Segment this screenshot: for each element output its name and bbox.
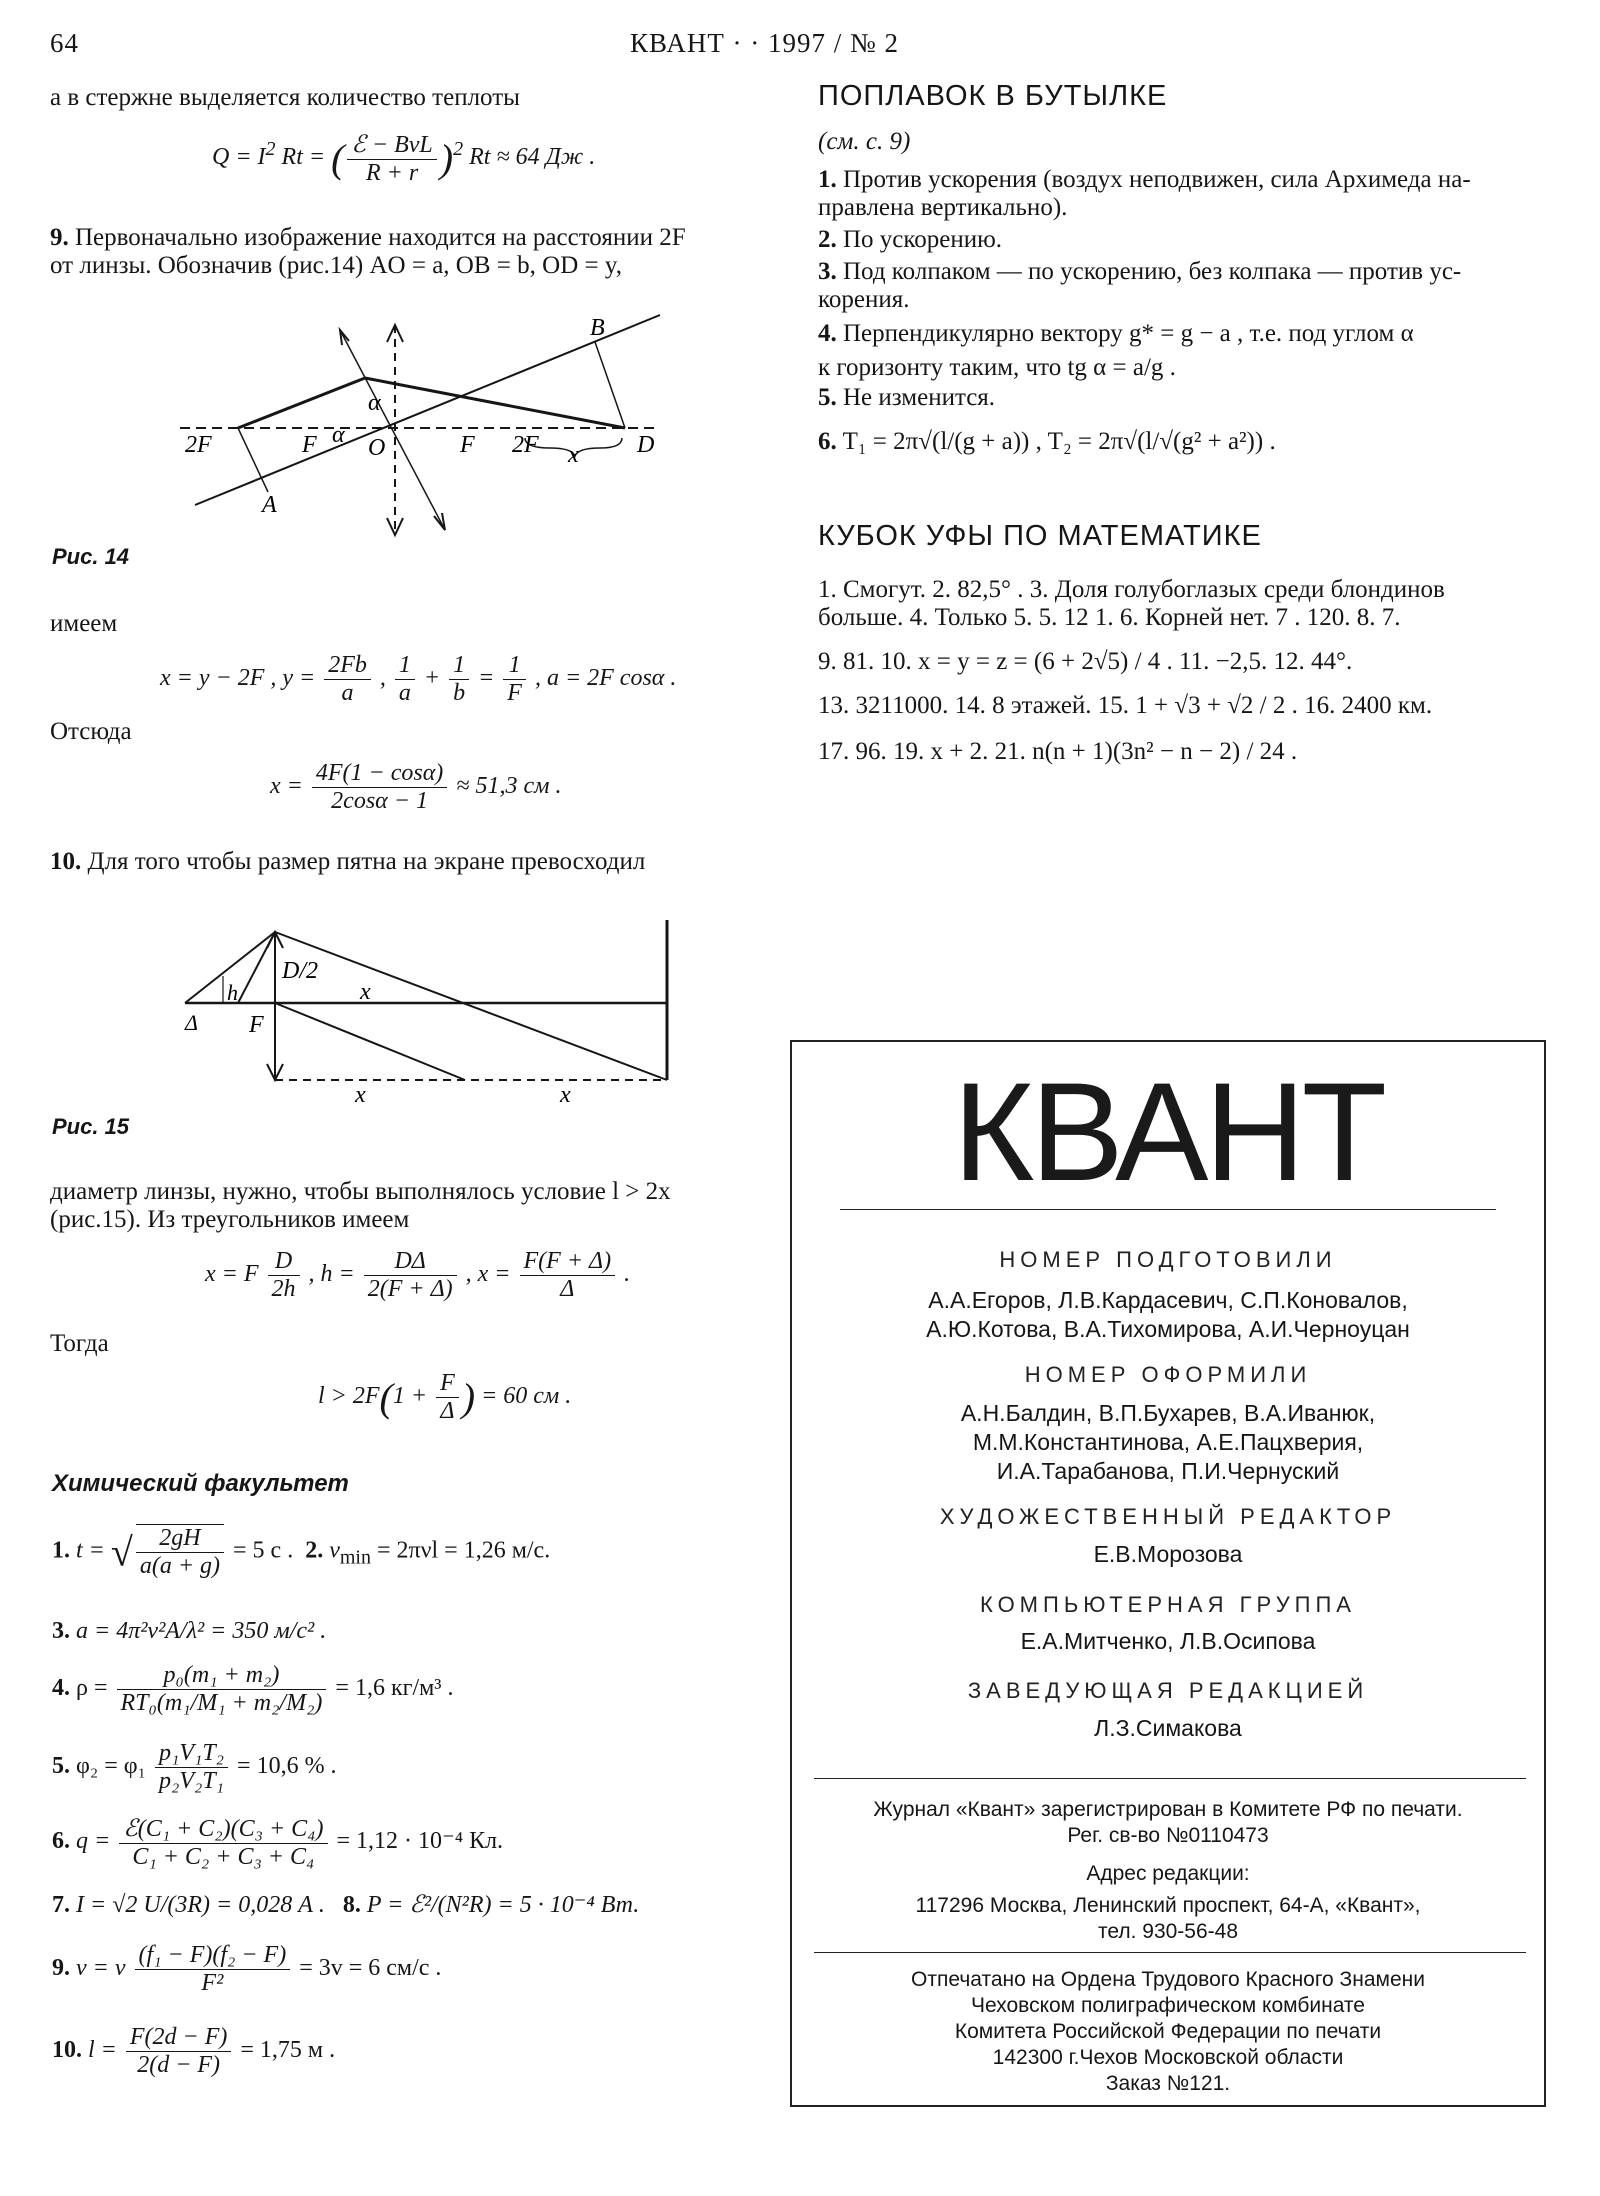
fig15-label-d2: D/2 <box>282 958 318 984</box>
order-number: Заказ №121. <box>1105 2072 1231 2095</box>
problem-10-cont1: диаметр линзы, нужно, чтобы выполнялось условие l > 2x <box>50 1178 671 1205</box>
fig14-label-a: A <box>262 492 277 518</box>
head-editor-name: Л.З.Симакова <box>1094 1715 1242 1741</box>
printer-line-4: 142300 г.Чехов Московской области <box>992 2046 1344 2069</box>
float-ref: (см. с. 9) <box>818 128 911 155</box>
chem-section-title: Химический факультет <box>52 1470 349 1497</box>
float-answer-text: T₁ = 2π√(l/(g + a)) , T₂ = 2π√(l/√(g² + a²)) . <box>842 428 1276 455</box>
page-number: 64 <box>50 28 79 58</box>
fig14-label-2f-left: 2F <box>185 432 212 458</box>
prepared-names-1: А.А.Егоров, Л.В.Кардасевич, С.П.Коновалов, <box>928 1287 1408 1313</box>
chem-answer-6: 6. q = $\frac{\text{ℰ(C₁ + C₂)(C₃ + C₄)}}{\text{C₁ + C₂ + C₃ + C₄}}$ = 1,12 · 10⁻⁴ Кл. <box>52 1816 504 1870</box>
fig15-label-x1: x <box>355 1082 366 1108</box>
ray-1 <box>238 378 365 428</box>
float-answer-item <box>818 428 1276 456</box>
float-answer-text: Под колпаком — по ускорению, без колпака — против ус- <box>843 258 1462 285</box>
designed-names-2: М.М.Константинова, А.Е.Пацхверия, <box>972 1429 1364 1455</box>
fig14-label-x: x <box>568 442 579 468</box>
chem-answer-5: 5. φ₂ = φ₁ $\frac{\text{p₁V₁T₂}}{\text{p₂V₂T₁}}$ = 10,6 % . <box>52 1740 337 1794</box>
problem-10: 10. Для того чтобы размер пятна на экране превосходил <box>50 848 646 875</box>
float-answer-text: корения. <box>818 286 910 313</box>
fig15-label-x-top: x <box>360 979 371 1005</box>
printer-line-2: Чеховском полиграфическом комбинате <box>971 1994 1365 2017</box>
float-answer-item <box>818 354 1176 382</box>
prepared-caption: НОМЕР ПОДГОТОВИЛИ <box>999 1247 1337 1272</box>
equation-x1: x = y − 2F , y = $\frac{2Fb}{a}$ , $\frac{1}{a}$ + $\frac{1}{b}$ = $\frac{1}{F}$ , a = 2F cosα . <box>160 652 677 706</box>
otsyuda-text: Отсюда <box>50 718 132 745</box>
float-answer-item <box>818 194 1067 222</box>
float-answer-item <box>818 258 1461 286</box>
float-answer-item <box>818 384 995 412</box>
figure-14-caption: Рис. 14 <box>52 544 130 569</box>
togda-text: Тогда <box>50 1330 109 1357</box>
fig14-label-o: O <box>368 435 386 461</box>
printer-line-1: Отпечатано на Ордена Трудового Красного Знамени <box>911 1968 1425 1991</box>
cup-answer-line: 17. 96. 19. x + 2. 21. n(n + 1)(3n² − n − 2) / 24 . <box>818 738 1298 765</box>
chem-answer-7-8: 7. I = √2 U/(3R) = 0,028 А . 8. P = ℰ²/(N²R) = 5 · 10⁻⁴ Вт. <box>52 1892 640 1918</box>
chem-answer-4: 4. ρ = $\frac{\text{p₀(m₁ + m₂)}}{\text{RT₀(m₁/M₁ + m₂/M₂)}}$ = 1,6 кг/м³ . <box>52 1662 454 1716</box>
chem-answer-9: 9. v = v $\frac{\text{(f₁ − F)(f₂ − F)}}{\text{F²}}$ = 3v = 6 см/с . <box>52 1942 442 1996</box>
float-answer-text: Не изменится. <box>843 384 996 411</box>
fig14-label-alpha-top: α <box>368 390 381 416</box>
fig15-label-h: h <box>227 980 238 1005</box>
float-answer-number: 4. <box>818 320 837 347</box>
problem-9-line1: 9. Первоначально изображение находится на расстоянии 2F <box>50 224 686 251</box>
registration-line-1: Журнал «Квант» зарегистрирован в Комитете РФ по печати. <box>873 1798 1463 1821</box>
float-answer-number: 2. <box>818 226 837 253</box>
designed-caption: НОМЕР ОФОРМИЛИ <box>1024 1362 1312 1387</box>
float-answer-text: правлена вертикально). <box>818 194 1068 221</box>
imprint-box <box>790 1040 1546 2107</box>
prepared-names-2: А.Ю.Котова, В.А.Тихомирова, А.И.Черноуцан <box>926 1316 1410 1342</box>
float-answer-number: 6. <box>818 428 837 455</box>
problem-9-line2: от линзы. Обозначив (рис.14) AO = a, OB = b, OD = y, <box>50 252 622 279</box>
art-editor-name: Е.В.Морозова <box>1093 1541 1243 1567</box>
designed-names-3: И.А.Тарабанова, П.И.Чернуский <box>996 1458 1340 1484</box>
figure-14 <box>150 300 680 550</box>
figure-15-caption: Рис. 15 <box>52 1114 130 1139</box>
cup-answer-line: 13. 3211000. 14. 8 этажей. 15. 1 + √3 + √2 / 2 . 16. 2400 км. <box>818 692 1433 719</box>
float-answer-number: 1. <box>818 166 837 193</box>
computer-group-names: Е.А.Митченко, Л.В.Осипова <box>1020 1628 1316 1654</box>
float-answer-number: 5. <box>818 384 837 411</box>
fig14-label-f-left: F <box>302 432 317 458</box>
mirror-line <box>195 315 660 505</box>
float-answer-text: Против ускорения (воздух неподвижен, сила Архимеда на- <box>843 166 1471 193</box>
figure-15 <box>175 920 685 1110</box>
equation-x2: x = $\frac{4F(1 - \cos\alpha)}{2\cos\alpha - 1}$ ≈ 51,3 см . <box>270 760 562 814</box>
art-editor-caption: ХУДОЖЕСТВЕННЫЙ РЕДАКТОР <box>939 1504 1397 1529</box>
chem-answer-3: 3. a = 4π²ν²A/λ² = 350 м/с² . <box>52 1618 327 1644</box>
float-answer-text: к горизонту таким, что tg α = a/g . <box>818 354 1176 381</box>
cup-answer-line: 1. Смогут. 2. 82,5° . 3. Доля голубоглазых среди блондинов <box>818 576 1445 603</box>
address-caption: Адрес редакции: <box>1086 1862 1250 1885</box>
chem-answer-10: 10. l = $\frac{F(2d - F)}{2(d - F)}$ = 1,75 м . <box>52 2024 336 2078</box>
magazine-logo: КВАНТ <box>952 1053 1384 1210</box>
imeem-text: имеем <box>50 610 118 637</box>
cup-answer-line: 9. 81. 10. x = y = z = (6 + 2√5) / 4 . 11. −2,5. 12. 44°. <box>818 648 1353 675</box>
fig14-label-d: D <box>637 432 655 458</box>
designed-names-1: А.Н.Балдин, В.П.Бухарев, В.А.Иванюк, <box>960 1400 1376 1426</box>
intro-text: а в стержне выделяется количество теплоты <box>50 84 520 111</box>
float-answer-item <box>818 166 1471 194</box>
cup-section-title: КУБОК УФЫ ПО МАТЕМАТИКЕ <box>818 520 1262 552</box>
chem-answer-1-2: 1. t = √ $\frac{2gH}{a(a + g)}$ = 5 с . 2. $v_{min} = 2\pi\nu l = 1,26$ м/с. <box>52 1525 551 1579</box>
float-section-title: ПОПЛАВОК В БУТЫЛКЕ <box>818 80 1168 112</box>
fig14-label-f-right: F <box>460 432 475 458</box>
fig15-label-x2: x <box>560 1082 571 1108</box>
float-answer-item <box>818 286 909 314</box>
running-title: КВАНТ · · 1997 / № 2 <box>630 28 900 58</box>
fig15-label-delta: Δ <box>185 1010 198 1035</box>
cup-answer-line: больше. 4. Только 5. 5. 12 1. 6. Корней нет. 7 . 120. 8. 7. <box>818 604 1401 631</box>
float-answer-text: По ускорению. <box>843 226 1003 253</box>
float-answer-text: Перпендикулярно вектору g* = g − a , т.е. под углом α <box>843 320 1414 347</box>
equation-x3: x = F $\frac{D}{2h}$ , h = $\frac{D\Delta}{2(F + \Delta)}$ , x = $\frac{F(F + \Delta)}{\Delta}$ . <box>205 1248 631 1302</box>
problem-10-cont2: (рис.15). Из треугольников имеем <box>50 1206 410 1233</box>
equation-q: $Q = I^2$ Rt = ( $\frac{\text{ℰ − BvL}}{R + r}$ )$^2$ Rt ≈ 64 Дж . <box>212 132 596 186</box>
fig14-label-b: B <box>590 315 605 341</box>
fig14-label-alpha-left: α <box>332 422 345 448</box>
float-answer-item <box>818 226 1002 254</box>
address-line-1: 117296 Москва, Ленинский проспект, 64-А, «Квант», <box>915 1894 1421 1917</box>
fig14-label-2f-right: 2F <box>512 432 539 458</box>
float-answer-item <box>818 320 1414 348</box>
float-answer-number: 3. <box>818 258 837 285</box>
computer-group-caption: КОМПЬЮТЕРНАЯ ГРУППА <box>980 1592 1356 1617</box>
head-editor-caption: ЗАВЕДУЮЩАЯ РЕДАКЦИЕЙ <box>967 1678 1369 1703</box>
registration-line-2: Рег. св-во №0110473 <box>1067 1824 1269 1847</box>
fig15-label-f: F <box>249 1012 264 1038</box>
equation-l: l > 2F(1 + $\frac{F}{\Delta}$ ) = 60 см . <box>318 1370 572 1424</box>
address-line-2: тел. 930-56-48 <box>1097 1920 1239 1943</box>
printer-line-3: Комитета Российской Федерации по печати <box>954 2020 1382 2043</box>
